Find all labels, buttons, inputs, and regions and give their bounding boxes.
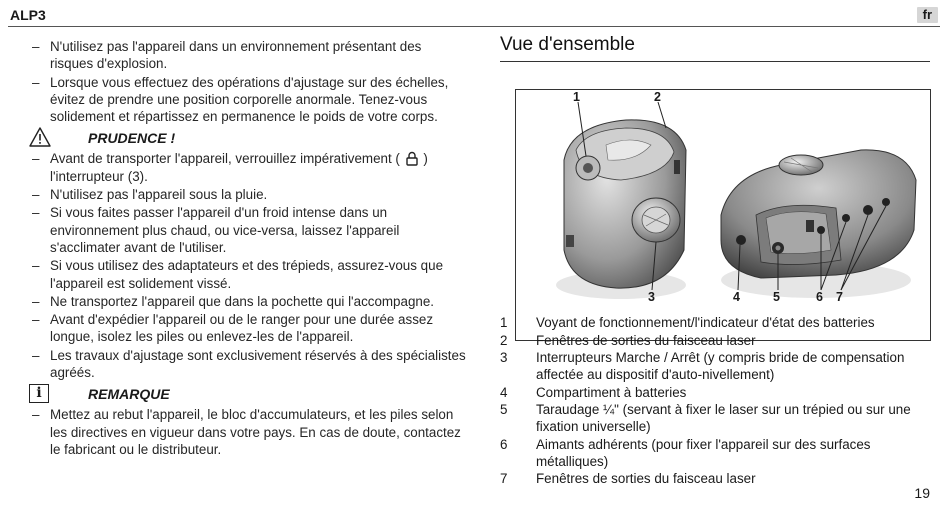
- parts-list-item: [500, 401, 930, 435]
- dash: –: [32, 258, 40, 274]
- item-text-start: Avant de transporter l'appareil, verrouillez impérativement (: [50, 151, 400, 167]
- callout-label-1: 1: [573, 90, 580, 104]
- dash: –: [32, 151, 40, 167]
- dash: –: [32, 187, 40, 203]
- parts-list-item: [500, 470, 930, 487]
- part-number: 7: [500, 471, 508, 486]
- part-description: Voyant de fonctionnement/l'indicateur d'état des batteries: [536, 315, 875, 330]
- part-description: Taraudage ¼" (servant à fixer le laser sur un trépied ou sur une fixation universelle): [536, 402, 911, 434]
- part-description: Fenêtres de sorties du faisceau laser: [536, 471, 756, 486]
- device-front-view: [556, 120, 686, 299]
- item-text: N'utilisez pas l'appareil sous la pluie.: [50, 187, 268, 203]
- parts-list-item: [500, 384, 930, 401]
- part-number: 4: [500, 384, 508, 400]
- item-text: N'utilisez pas l'appareil dans un environnement présentant des risques d'explosion.: [50, 39, 422, 72]
- laser-level-drawing: [516, 90, 930, 340]
- list-item: [26, 257, 466, 292]
- list-item: [26, 74, 466, 126]
- part-number: 5: [500, 402, 508, 417]
- info-icon: i: [29, 384, 49, 403]
- product-illustration: [515, 89, 931, 341]
- dash: –: [32, 74, 40, 90]
- caution-heading: [26, 128, 466, 150]
- dash: –: [32, 205, 40, 221]
- lock-icon: [405, 151, 419, 166]
- item-text-end: ) l'interrupteur (3).: [50, 151, 428, 184]
- callout-label-3: 3: [648, 290, 655, 304]
- item-text: Mettez au rebut l'appareil, le bloc d'accumulateurs, et les piles selon les directives en vigueur dans votre pays. En cas de doute, contactez le fabricant ou le distributeur.: [50, 407, 461, 457]
- part-description: Fenêtres de sorties du faisceau laser: [536, 332, 756, 348]
- part-number: 6: [500, 436, 508, 452]
- page-number: 19: [914, 485, 930, 501]
- item-text: Ne transportez l'appareil que dans la pochette qui l'accompagne.: [50, 293, 435, 309]
- item-text: Avant d'expédier l'appareil ou de le ranger pour une durée assez longue, isolez les piles ou enlevez-les de l'appareil.: [50, 312, 434, 345]
- parts-list-item: [500, 314, 930, 331]
- dash: –: [32, 312, 40, 328]
- list-item: [26, 186, 466, 203]
- safety-instructions: [26, 38, 466, 459]
- device-rear-view: [721, 150, 916, 298]
- list-item: [26, 150, 466, 185]
- note-title: REMARQUE: [88, 386, 170, 403]
- note-heading: [26, 384, 466, 406]
- list-item: [26, 293, 466, 310]
- dash: –: [32, 39, 40, 54]
- dash: –: [32, 407, 40, 423]
- warning-triangle-icon: [28, 126, 52, 148]
- parts-list-item: [500, 332, 930, 349]
- list-item: [26, 38, 466, 73]
- part-number: 3: [500, 350, 508, 365]
- dash: –: [32, 293, 40, 309]
- part-description: Compartiment à batteries: [536, 384, 687, 400]
- page-header: [8, 4, 940, 27]
- caution-title: PRUDENCE !: [88, 130, 176, 147]
- callout-label-5: 5: [773, 290, 780, 304]
- list-item: [26, 311, 466, 346]
- parts-list-item: [500, 436, 930, 470]
- list-item: [26, 204, 466, 256]
- part-description: Interrupteurs Marche / Arrêt (y compris bride de compensation affectée au dispositif d'auto-nivellement): [536, 350, 905, 382]
- item-text: Si vous utilisez des adaptateurs et des trépieds, assurez-vous que l'appareil est solidement vissé.: [50, 258, 444, 291]
- part-description: Aimants adhérents (pour fixer l'appareil sur des surfaces métalliques): [536, 436, 871, 469]
- model-name: ALP3: [10, 7, 46, 23]
- item-text: Si vous faites passer l'appareil d'un froid intense dans un environnement plus chaud, ou vice-versa, laissez l'appareil s'acclimater avant de l'utiliser.: [50, 205, 400, 255]
- list-item: [26, 406, 466, 458]
- part-number: 1: [500, 315, 508, 330]
- item-text: Lorsque vous effectuez des opérations d'ajustage sur des échelles, évitez de prendre une position corporelle anormale. Tenez-vous solidement et répartissez en permanence le poids de votre corps.: [50, 74, 449, 125]
- language-badge: fr: [917, 7, 938, 23]
- callout-label-6: 6: [816, 290, 823, 304]
- parts-list: [500, 314, 930, 488]
- overview-section: [500, 34, 930, 486]
- item-text: Les travaux d'ajustage sont exclusivement réservés à des spécialistes agréés.: [50, 347, 466, 381]
- list-item: [26, 347, 466, 382]
- callout-label-2: 2: [654, 90, 661, 104]
- parts-list-item: [500, 349, 930, 383]
- section-title: Vue d'ensemble: [500, 34, 930, 62]
- callout-label-4: 4: [733, 290, 740, 304]
- dash: –: [32, 347, 40, 363]
- part-number: 2: [500, 332, 508, 348]
- callout-label-7: 7: [836, 290, 843, 304]
